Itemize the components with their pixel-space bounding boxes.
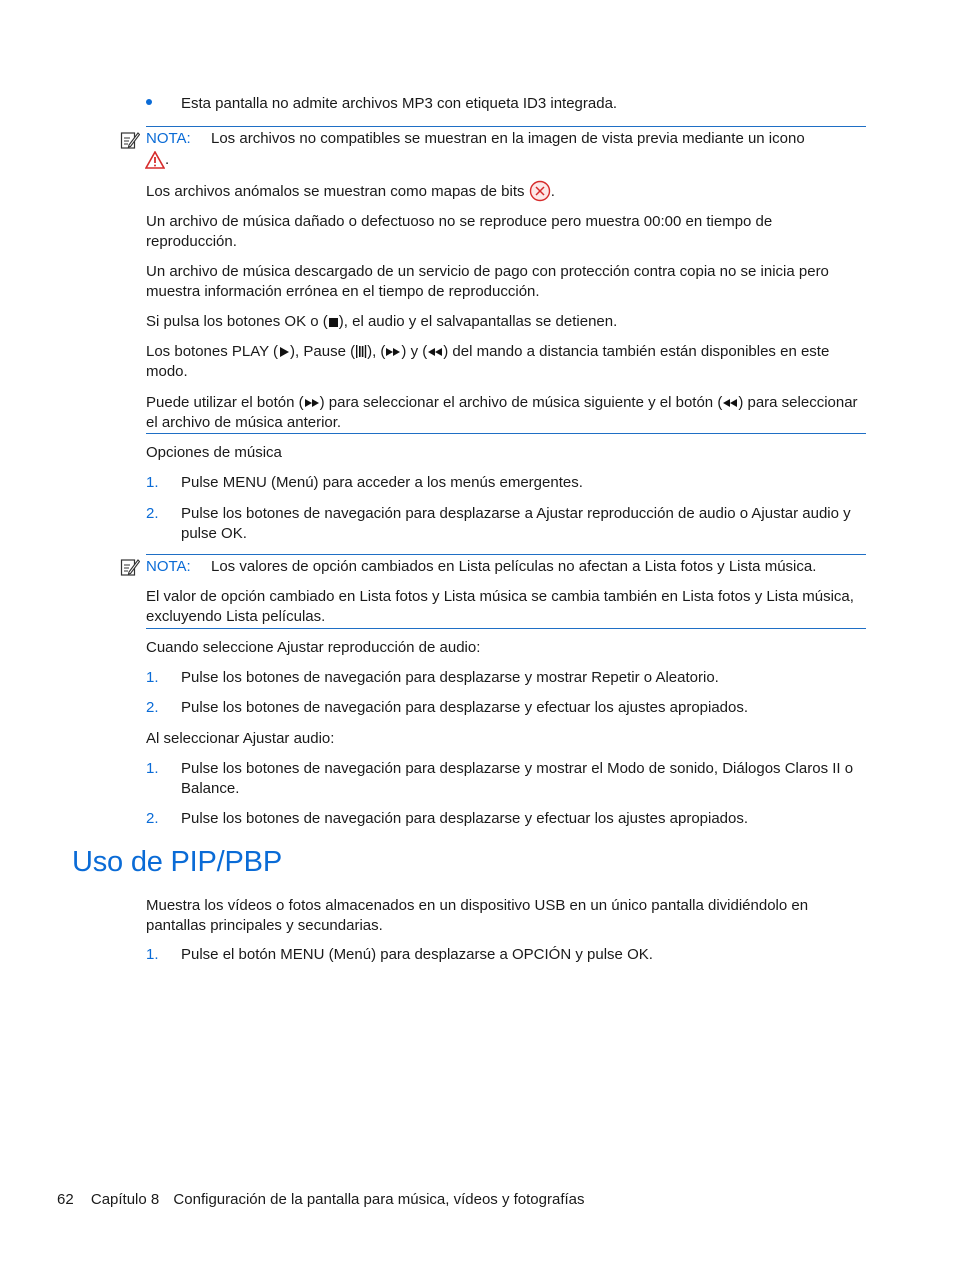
note1-p2: Un archivo de música dañado o defectuoso no se reproduce pero muestra 00:00 en tiempo de reproducción. [146, 213, 773, 250]
al-item1-num: 1. [146, 760, 159, 777]
note1-p5: Los botones PLAY ( ), Pause ( ), ( ) y ( ) del mando a distancia también están disponibles en este modo. [146, 343, 830, 380]
note-icon [120, 557, 140, 577]
note1-p6: Puede utilizar el botón ( ) para seleccionar el archivo de música siguiente y el botón ( ) para seleccionar el archivo de música anterior. [146, 394, 858, 431]
cuando-intro: Cuando seleccione Ajustar reproducción de audio: [146, 639, 481, 656]
section-item1-num: 1. [146, 946, 159, 963]
chapter-title: Configuración de la pantalla para música, vídeos y fotografías [173, 1191, 585, 1208]
note1-p1: Los archivos anómalos se muestran como mapas de bits . [146, 180, 861, 202]
opciones-item2-num: 2. [146, 505, 159, 522]
opciones-heading: Opciones de música [146, 444, 282, 461]
section-intro: Muestra los vídeos o fotos almacenados en un dispositivo USB en un único pantalla dividiéndolo en pantallas principales y secundarias. [146, 897, 809, 934]
cuando-item1: Pulse los botones de navegación para desplazarse y mostrar Repetir o Aleatorio. [181, 669, 719, 686]
note1-p1-text: Los archivos anómalos se muestran como mapas de bits [146, 183, 525, 200]
chapter-label: Capítulo 8 [90, 1191, 160, 1208]
cuando-item1-num: 1. [146, 669, 159, 686]
al-item2-num: 2. [146, 810, 159, 827]
al-intro: Al seleccionar Ajustar audio: [146, 730, 335, 747]
page-number: 62 [57, 1191, 74, 1208]
al-item2: Pulse los botones de navegación para desplazarse y efectuar los ajustes apropiados. [181, 810, 749, 827]
note-icon [120, 130, 140, 150]
warning-icon [145, 151, 165, 169]
rewind-icon [427, 346, 443, 358]
cuando-item2: Pulse los botones de navegación para desplazarse y efectuar los ajustes apropiados. [181, 699, 749, 716]
note2-line: Los valores de opción cambiados en Lista películas no afectan a Lista fotos y Lista música. [211, 558, 817, 575]
section-item1: Pulse el botón MENU (Menú) para desplazarse a OPCIÓN y pulse OK. [181, 946, 653, 963]
bullet-dot [146, 99, 152, 105]
stop-icon [328, 317, 339, 328]
note2-label: NOTA: [146, 558, 191, 575]
cuando-item2-num: 2. [146, 699, 159, 716]
play-icon [278, 346, 290, 358]
error-bitmap-icon [529, 180, 551, 202]
note1-p3: Un archivo de música descargado de un servicio de pago con protección contra copia no se inicia pero muestra información errónea en el tiempo de reproducción. [146, 263, 829, 300]
opciones-item1-num: 1. [146, 474, 159, 491]
note1-line1-end: . [165, 151, 170, 168]
al-item1: Pulse los botones de navegación para desplazarse y mostrar el Modo de sonido, Diálogos Claros II o Balance. [181, 760, 854, 797]
note1-p4: Si pulsa los botones OK o ( ), el audio y el salvapantallas se detienen. [146, 313, 618, 330]
pause-icon [355, 345, 367, 358]
note2-bottom-rule [146, 628, 866, 629]
page-footer [57, 1191, 585, 1208]
note2-top-rule [146, 554, 866, 555]
note1-line1: Los archivos no compatibles se muestran en la imagen de vista previa mediante un icono [211, 130, 805, 147]
rewind-icon [722, 397, 738, 409]
note1-bottom-rule [146, 433, 866, 434]
opciones-item1: Pulse MENU (Menú) para acceder a los menús emergentes. [181, 474, 583, 491]
fast-forward-icon [385, 346, 401, 358]
section-title: Uso de PIP/PBP [72, 846, 282, 878]
note1-top-rule [146, 126, 866, 127]
opciones-item2: Pulse los botones de navegación para desplazarse a Ajustar reproducción de audio o Ajustar audio y pulse OK. [181, 505, 851, 542]
note1-label: NOTA: [146, 130, 191, 147]
fast-forward-icon [304, 397, 320, 409]
note2-p: El valor de opción cambiado en Lista fotos y Lista música se cambia también en Lista fotos y Lista música, excluyendo Lista películas. [146, 588, 854, 625]
bullet-text: Esta pantalla no admite archivos MP3 con etiqueta ID3 integrada. [181, 95, 618, 112]
